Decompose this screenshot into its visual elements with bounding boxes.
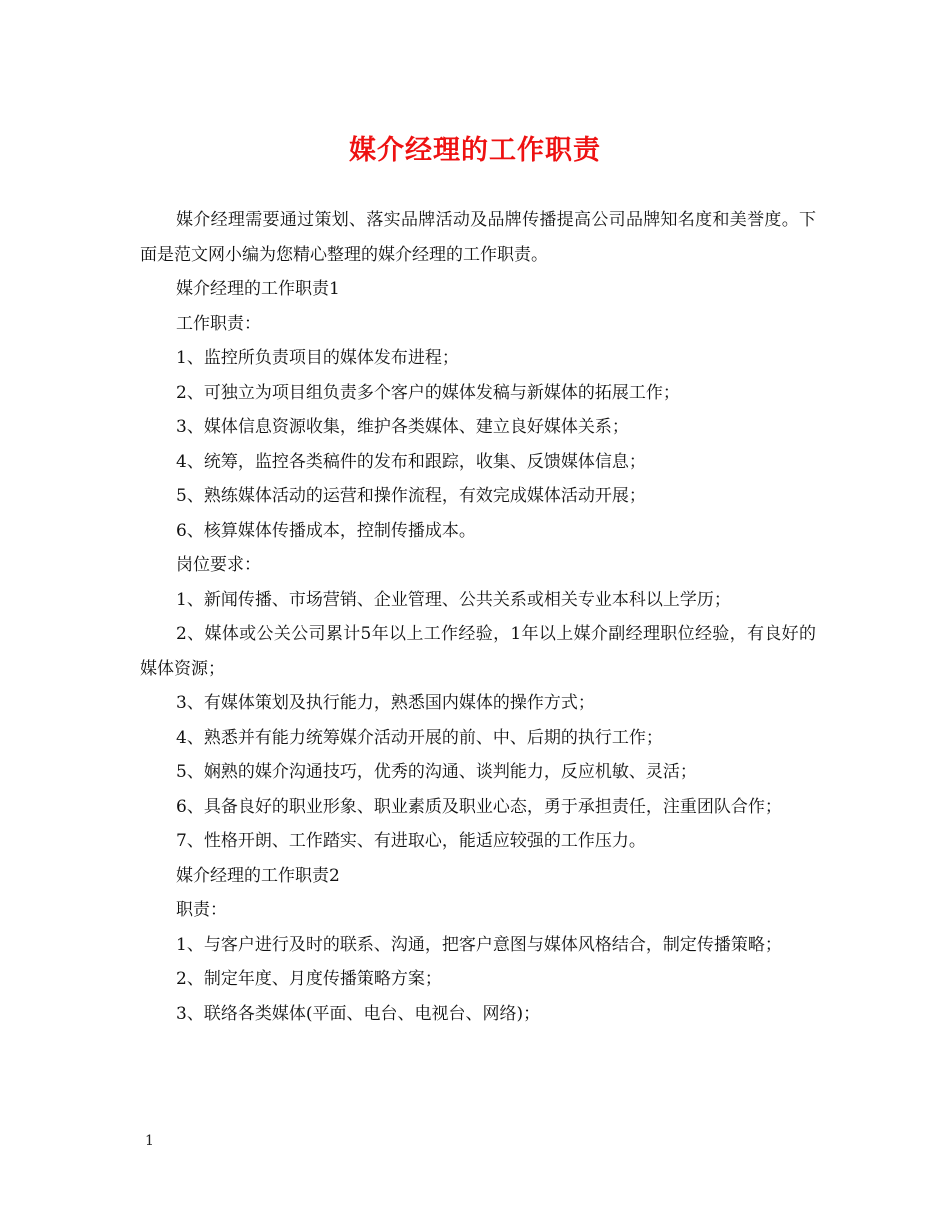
- subheading-requirements: 岗位要求：: [176, 555, 261, 575]
- section-heading-1: 媒介经理的工作职责1: [176, 279, 340, 299]
- document-body: [140, 203, 816, 1031]
- list-item: 6、具备良好的职业形象、职业素质及职业心态，勇于承担责任，注重团队合作；: [176, 796, 782, 817]
- list-item: 3、联络各类媒体(平面、电台、电视台、网络)；: [176, 1003, 541, 1024]
- subheading-duties-2: 职责：: [176, 900, 227, 920]
- list-item: 3、媒体信息资源收集，维护各类媒体、建立良好媒体关系；: [176, 417, 629, 437]
- list-item: 1、监控所负责项目的媒体发布进程；: [176, 348, 459, 368]
- list-item: 5、熟练媒体活动的运营和操作流程，有效完成媒体活动开展；: [176, 486, 646, 506]
- list-item: 1、新闻传播、市场营销、企业管理、公共关系或相关专业本科以上学历；: [176, 589, 731, 610]
- list-item: 4、统筹，监控各类稿件的发布和跟踪，收集、反馈媒体信息；: [176, 451, 646, 472]
- list-item: 2、制定年度、月度传播策略方案；: [176, 969, 442, 989]
- subheading-duties-1: 工作职责：: [176, 313, 261, 334]
- page-number: 1: [145, 1133, 154, 1149]
- list-item: 3、有媒体策划及执行能力，熟悉国内媒体的操作方式；: [176, 693, 595, 713]
- section-heading-2: 媒介经理的工作职责2: [176, 865, 340, 886]
- list-item: 4、熟悉并有能力统筹媒介活动开展的前、中、后期的执行工作；: [176, 727, 663, 748]
- list-item: 7、性格开朗、工作踏实、有进取心，能适应较强的工作压力。: [176, 831, 646, 851]
- list-item: 2、媒体或公关公司累计5年以上工作经验，1年以上媒介副经理职位经验，有良好的媒体资源；: [140, 624, 816, 679]
- list-item: 2、可独立为项目组负责多个客户的媒体发稿与新媒体的拓展工作；: [176, 382, 680, 403]
- list-item: 1、与客户进行及时的联系、沟通，把客户意图与媒体风格结合，制定传播策略；: [176, 934, 782, 955]
- list-item: 6、核算媒体传播成本，控制传播成本。: [176, 520, 476, 541]
- document-title: 媒介经理的工作职责: [349, 135, 601, 166]
- paragraph-intro: 媒介经理需要通过策划、落实品牌活动及品牌传播提高公司品牌知名度和美誉度。下面是范文网小编为您精心整理的媒介经理的工作职责。: [140, 210, 816, 265]
- list-item: 5、娴熟的媒介沟通技巧，优秀的沟通、谈判能力，反应机敏、灵活；: [176, 762, 697, 782]
